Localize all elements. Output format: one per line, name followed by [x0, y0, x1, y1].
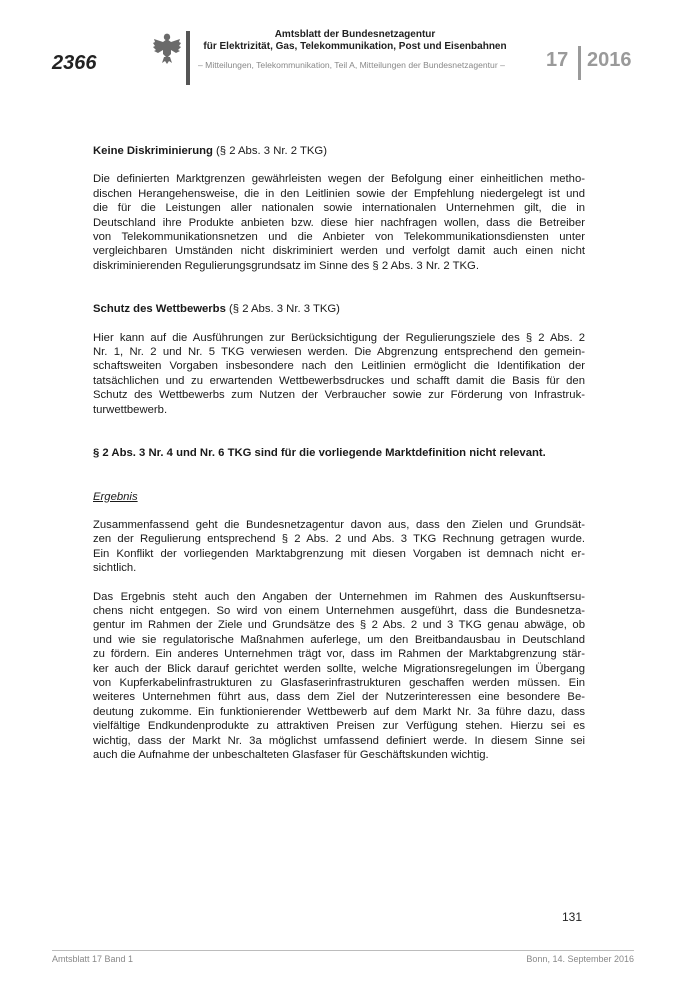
text-line: deutung zukomme. Ein funktionierender Wettbewerb auf dem Markt Nr. 3a führe dazu, dass	[93, 705, 585, 718]
text-line: zen der Regulierung entsprechend § 2 Abs. 2 und Abs. 3 TKG Rechnung getragen wurde.	[93, 533, 585, 546]
text-line: von Kupferkabelinfrastrukturen zu Glasfaserinfrastrukturen geschaffen werden müssen. Ein	[93, 676, 585, 689]
text-line: vielfältige Endkundenprodukte zu attraktiven Preisen zur Verfügung stehen. Hierzu sei es	[93, 720, 585, 733]
text-line: und wie sie regulatorische Maßnahmen auferlege, um den Breitbandausbau in Deutschland	[93, 633, 585, 646]
section-heading-keine-diskriminierung	[93, 144, 585, 158]
text-line: Schutz des Wettbewerbs zum Nutzen der Verbraucher sowie zur Förderung von Infrastruk-	[93, 389, 585, 402]
header-title-line2: für Elektrizität, Gas, Telekommunikation, Post und Eisenbahnen	[203, 41, 507, 52]
text-line: schaftsweiten Vorgaben insbesondere nach den Leitlinien ermöglicht die Identifikation der	[93, 360, 585, 373]
footer-divider	[52, 950, 634, 951]
header-subtitle: – Mitteilungen, Telekommunikation, Teil A, Mitteilungen der Bundesnetzagentur –	[198, 60, 505, 70]
text-line: auch die Aufnahme der unbeschalteten Glasfaser für Geschäftskunden wichtig.	[93, 749, 489, 761]
heading-bold: Schutz des Wettbewerbs	[93, 303, 226, 316]
text-line: wichtig, dass der Markt Nr. 3a möglichst umfassend definiert werde. In diesem Sinne sei	[93, 734, 585, 747]
header-divider	[186, 31, 190, 85]
text-line: sichtlich.	[93, 562, 137, 575]
main-content	[93, 144, 585, 762]
text-line: Das Ergebnis steht auch den Angaben der Unternehmen im Rahmen des Auskunftsersu-	[93, 590, 585, 603]
text-line: Hier kann auf die Ausführungen zur Berücksichtigung der Regulierungsziele des § 2 Abs. 2	[93, 331, 585, 344]
text-line: von Telekommunikationsnetzen und die Anbieter von Telekommunikationsdiensten unter	[93, 231, 585, 244]
federal-eagle-icon	[152, 30, 182, 66]
paragraph-schutz-des-wettbewerbs	[93, 331, 585, 417]
header-title	[200, 29, 510, 53]
text-line: zu fördern. Ein anderes Unternehmen trägt vor, dass im Rahmen der Marktabgrenzung stär-	[93, 648, 585, 661]
heading-rest: (§ 2 Abs. 3 Nr. 2 TKG)	[212, 145, 327, 157]
paragraph-ergebnis-2	[93, 590, 585, 763]
text-line: Ein Konflikt der vorliegenden Marktabgrenzung mit diesen Vorgaben ist demnach nicht er-	[93, 547, 585, 560]
footer-publication: Amtsblatt 17 Band 1	[52, 954, 134, 964]
text-line: diskriminierenden Regulierungsgrundsatz im Sinne des § 2 Abs. 3 Nr. 2 TKG.	[93, 259, 479, 272]
section-heading-schutz-des-wettbewerbs	[93, 302, 585, 316]
section-heading-ergebnis: Ergebnis	[93, 490, 138, 503]
heading-rest: (§ 2 Abs. 3 Nr. 3 TKG)	[225, 303, 340, 316]
header-page-number: 2366	[52, 52, 97, 74]
text-line: ker auch der Blick darauf gerichtet werden sollte, welche Migrationsregelungen im Übergang	[93, 662, 585, 675]
issue-year: 2016	[587, 49, 632, 71]
issue-divider	[578, 46, 581, 80]
text-line: tatsächlichen und zu erwartenden Wettbewerbsdruckes und schafft damit die Basis für den	[93, 374, 585, 387]
text-line: vergleichbaren Umständen nicht diskriminiert werden und verfolgt damit auch einen nicht	[93, 245, 585, 258]
footer-place-date: Bonn, 14. September 2016	[526, 954, 634, 964]
text-line: Die definierten Marktgrenzen gewährleisten wegen der Befolgung einer einheitlichen metho-	[93, 173, 585, 186]
paragraph-ergebnis-1	[93, 518, 585, 576]
text-line: Deutschland ihre Produkte anbieten bzw. diese hier nachfragen wollen, dass die Betreiber	[93, 216, 585, 229]
text-line: weiteres Unternehmen führt aus, dass dem Ziel der Nutzerinteressen eine besondere Be-	[93, 691, 585, 704]
text-line: Zusammenfassend geht die Bundesnetzagentur davon aus, dass den Zielen und Grundsät-	[93, 518, 585, 531]
text-line: gentur im Rahmen der Ziele und Grundsätze des § 2 Abs. 2 und 3 TKG genau abwäge, ob	[93, 619, 585, 632]
text-line: die für die Leistungen aller nationalen sowie internationalen Unternehmen gilt, die in	[93, 202, 585, 215]
text-line: chens nicht entgegen. So wird von einem Unternehmen ausgeführt, dass die Bundesnetza-	[93, 604, 585, 617]
text-line: Nr. 1, Nr. 2 und Nr. 5 TKG verwiesen werden. Die Abgrenzung entsprechend den gemein-	[93, 346, 585, 359]
footer-page-number: 131	[562, 910, 583, 924]
bold-statement: § 2 Abs. 3 Nr. 4 und Nr. 6 TKG sind für die vorliegende Marktdefinition nicht relevant.	[93, 447, 546, 460]
paragraph-keine-diskriminierung	[93, 172, 585, 273]
heading-bold: Keine Diskriminierung	[93, 145, 213, 157]
text-line: dischen Herangehensweise, die in den Leitlinien sowie der Empfehlung niedergelegt ist und	[93, 187, 585, 200]
header-title-line1: Amtsblatt der Bundesnetzagentur	[274, 29, 436, 40]
issue-number: 17	[546, 49, 569, 71]
text-line: turwettbewerb.	[93, 403, 168, 416]
